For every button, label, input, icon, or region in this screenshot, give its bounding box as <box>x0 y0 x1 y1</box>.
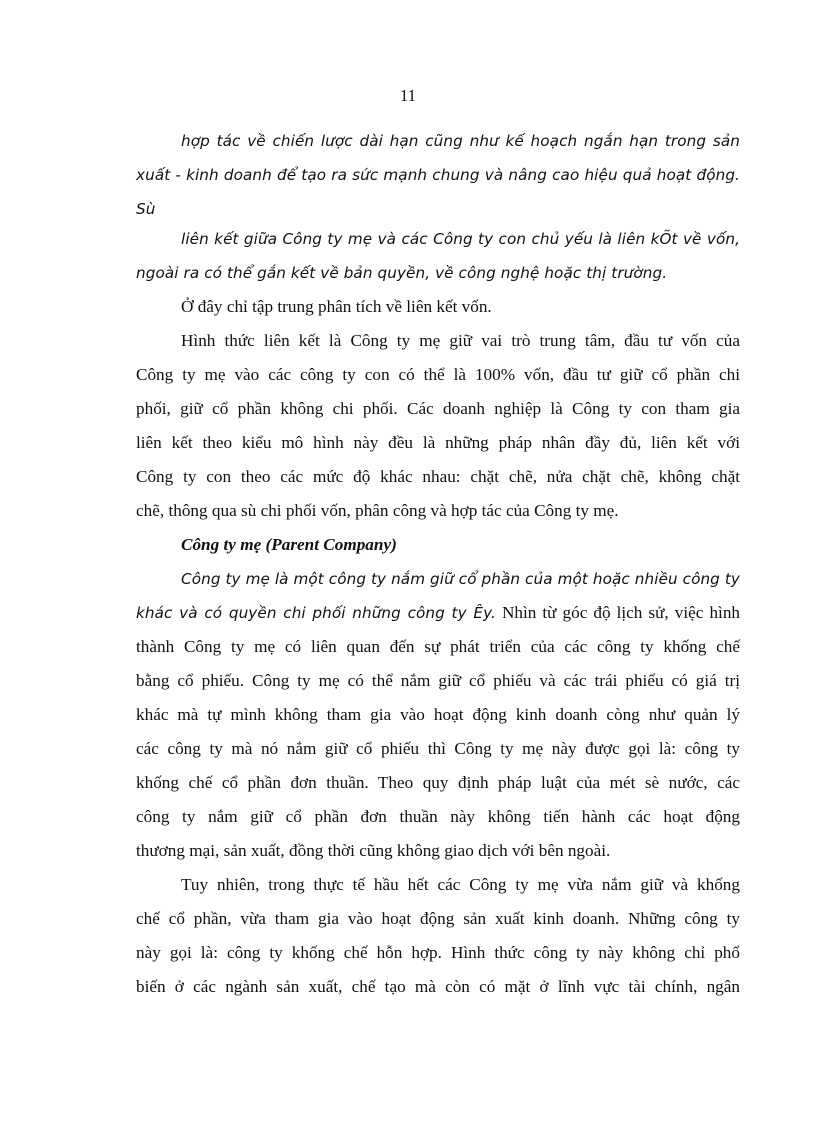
page-number: 11 <box>399 86 417 105</box>
text-line: chế cổ phần, vừa tham gia vào hoạt động sản xuất kinh doanh. Những công ty <box>136 909 740 928</box>
text-line: Công ty mẹ vào các công ty con có thể là 100% vốn, đầu tư giữ cổ phần chi <box>136 365 740 384</box>
italic-segment: khác và có quyền chi phối những công ty Êy. <box>136 604 496 622</box>
text-line: xuất - kinh doanh để tạo ra sức mạnh chung và nâng cao hiệu quả hoạt động. <box>136 166 740 184</box>
text-line: bằng cổ phiếu. Công ty mẹ có thể nắm giữ cổ phiếu và các trái phiếu có giá trị <box>136 671 740 690</box>
text-line: Hình thức liên kết là Công ty mẹ giữ vai trò trung tâm, đầu tư vốn của <box>181 331 740 350</box>
normal-segment: Nhìn từ góc độ lịch sử, việc hình <box>495 603 741 622</box>
text-line: biến ở các ngành sản xuất, chế tạo mà còn có mặt ở lĩnh vực tài chính, ngân <box>136 977 740 996</box>
text-line: chẽ, thông qua sù chi phối vốn, phân công và hợp tác của Công ty mẹ. <box>136 501 619 520</box>
text-line: các công ty mà nó nắm giữ cổ phiếu thì Công ty mẹ này được gọi là: công ty <box>136 739 740 758</box>
text-line: Ở đây chỉ tập trung phân tích về liên kết vốn. <box>181 297 492 316</box>
section-heading: Công ty mẹ (Parent Company) <box>181 535 397 554</box>
text-line: phối, giữ cổ phần không chi phối. Các doanh nghiệp là Công ty con tham gia <box>136 399 740 418</box>
text-line: liên kết giữa Công ty mẹ và các Công ty con chủ yếu là liên kÕt về vốn, <box>181 230 740 248</box>
text-line: Công ty con theo các mức độ khác nhau: chặt chẽ, nửa chặt chẽ, không chặt <box>136 467 740 486</box>
text-line: hợp tác về chiến lược dài hạn cũng như kế hoạch ngắn hạn trong sản <box>181 132 740 150</box>
text-line: thương mại, sản xuất, đồng thời cũng không giao dịch với bên ngoài. <box>136 841 611 860</box>
text-line: Tuy nhiên, trong thực tế hầu hết các Công ty mẹ vừa nắm giữ và khống <box>181 875 740 894</box>
text-line: này gọi là: công ty khống chế hỗn hợp. Hình thức công ty này không chỉ phổ <box>136 943 740 962</box>
text-line: Sù <box>136 200 156 218</box>
text-line-mixed <box>136 596 740 630</box>
document-body <box>136 124 740 1004</box>
text-line: khác mà tự mình không tham gia vào hoạt động kinh doanh còng như quản lý <box>136 705 740 724</box>
text-line: khống chế cổ phần đơn thuần. Theo quy định pháp luật của mét sè nước, các <box>136 773 740 792</box>
text-line: liên kết theo kiểu mô hình này đều là những pháp nhân đầy đủ, liên kết với <box>136 433 740 452</box>
text-line: Công ty mẹ là một công ty nắm giữ cổ phần của một hoặc nhiều công ty <box>181 570 740 588</box>
text-line: thành Công ty mẹ có liên quan đến sự phát triển của các công ty khống chế <box>136 637 740 656</box>
text-line: công ty nắm giữ cổ phần đơn thuần này không tiến hành các hoạt động <box>136 807 740 826</box>
text-line: ngoài ra có thể gắn kết về bản quyền, về công nghệ hoặc thị trường. <box>136 264 668 282</box>
